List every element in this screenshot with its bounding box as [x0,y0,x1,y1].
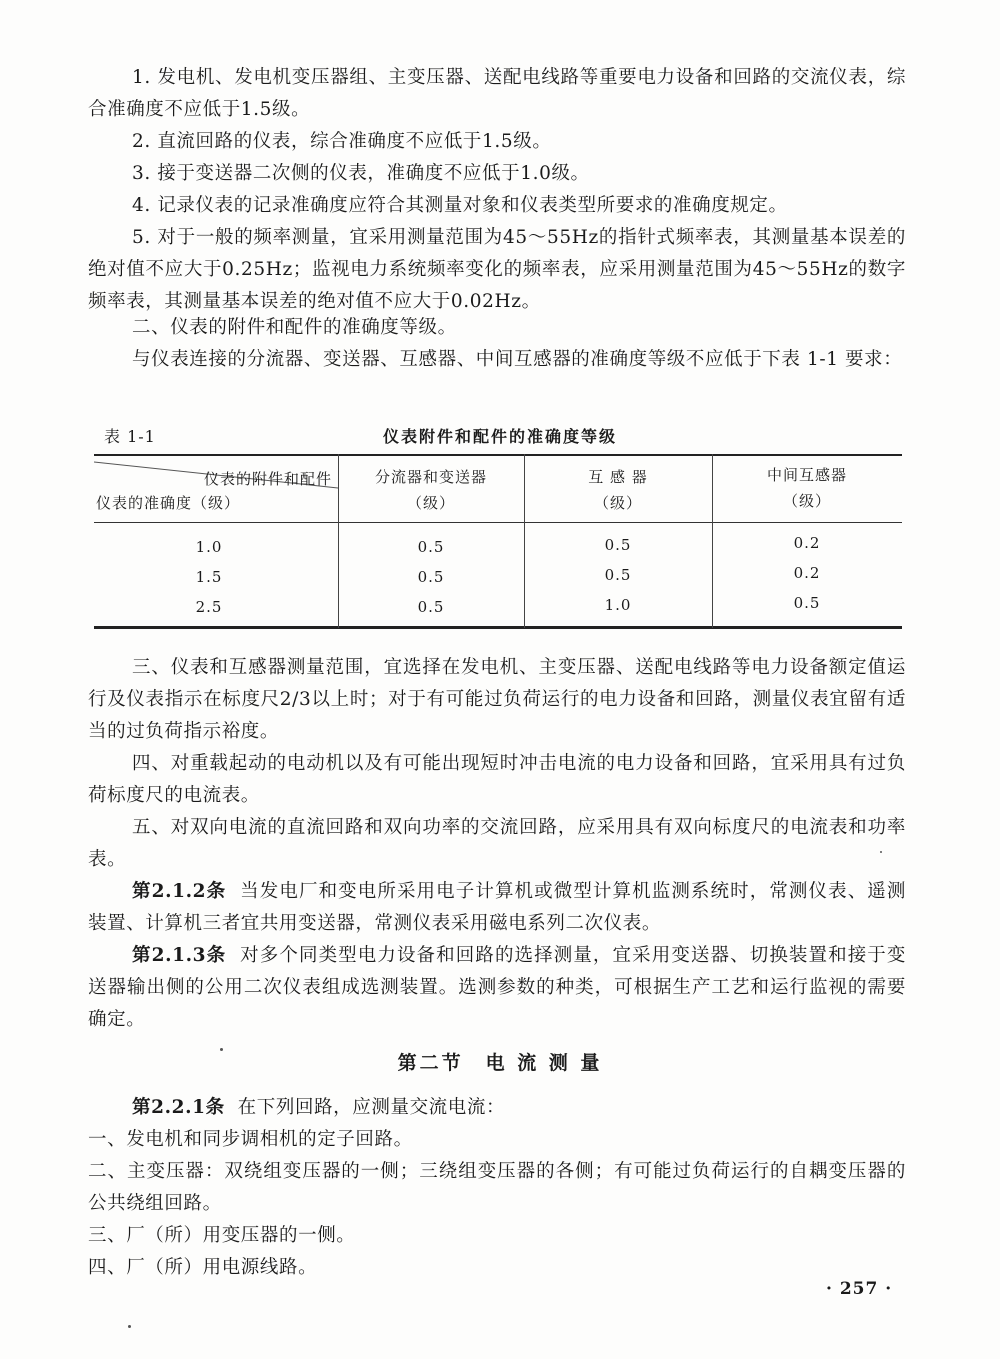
paragraph-accuracy-heading: 二、仪表的附件和配件的准确度等级。 [132,317,457,338]
column-unit: （级） [593,494,642,512]
accuracy-table [94,454,902,632]
column-header-intermediate-transformer: 中间互感器 [766,466,847,484]
clause-number: 第2.2.1条 [132,1097,225,1118]
corner-header-top: 仪表的附件和配件 [204,470,333,488]
table-cell-accuracy: 1.0 [195,538,223,556]
table-bottom-rule [94,626,902,629]
clause-text: 对多个同类型电力设备和回路的选择测量，宜采用变送器、切换装置和接于变送器输出侧的公用二次仪表组成选测装置。选测参数的种类，可根据生产工艺和运行监视的需要确定。 [88,945,907,1030]
paragraph-item-5: 5. 对于一般的频率测量，宜采用测量范围为45～55Hz的指针式频率表，其测量基本误差的绝对值不应大于0.25Hz；监视电力系统频率变化的频率表，应采用测量范围为45～55Hz的数字频率表，其测量基本误差的绝对值不应大于0.02Hz。 [88,227,906,312]
paragraph-item-4: 4. 记录仪表的记录准确度应符合其测量对象和仪表类型所要求的准确度规定。 [132,195,788,216]
table-title: 仪表附件和配件的准确度等级 [382,427,617,446]
table-cell: 0.5 [417,568,445,586]
section-heading [0,1048,1000,1075]
clause-number: 第2.1.2条 [132,881,227,902]
paragraph-table-intro: 与仪表连接的分流器、变送器、互感器、中间互感器的准确度等级不应低于下表 1-1 要求： [132,349,903,370]
column-header-transformer: 互 感 器 [588,468,648,486]
scan-speck [880,851,882,853]
table-header-rule [94,522,902,523]
scan-speck [128,1325,131,1328]
section-title: 电 流 测 量 [485,1052,603,1074]
table-cell: 0.5 [793,594,821,612]
table-cell: 0.2 [793,534,821,552]
paragraph-measurement-range: 三、仪表和互感器测量范围，宜选择在发电机、主变压器、送配电线路等电力设备额定值运行及仪表指示在标度尺2/3以上时；对于有可能过负荷运行的电力设备和回路，测量仪表宜留有适当的过负荷指示裕度。 [88,657,906,742]
scan-speck [220,1048,223,1051]
table-cell: 0.5 [417,538,445,556]
paragraph-bidirectional: 五、对双向电流的直流回路和双向功率的交流回路，应采用具有双向标度尺的电流表和功率表。 [88,817,906,870]
section-prefix: 第二节 [397,1052,464,1074]
table-cell: 0.2 [793,564,821,582]
clause-2-2-1 [88,1092,906,1124]
table-cell: 1.0 [604,596,632,614]
page-number: · 257 · [826,1279,893,1299]
clause-number: 第2.1.3条 [132,945,227,966]
table-cell: 0.5 [604,536,632,554]
corner-header-bottom: 仪表的准确度（级） [96,494,241,512]
table-cell: 0.5 [417,598,445,616]
clause-text: 在下列回路，应测量交流电流： [237,1097,506,1118]
table-cell: 0.5 [604,566,632,584]
list-item: 二、主变压器：双绕组变压器的一侧；三绕组变压器的各侧；有可能过负荷运行的自耦变压器的公共绕组回路。 [88,1161,906,1214]
paragraph-item-1: 1. 发电机、发电机变压器组、主变压器、送配电线路等重要电力设备和回路的交流仪表，综合准确度不应低于1.5级。 [88,67,906,120]
column-header-shunt-transmitter: 分流器和变送器 [374,468,487,486]
column-unit: （级） [406,494,455,512]
table-label: 表 1-1 [104,427,156,446]
paragraph-overload-ammeter: 四、对重载起动的电动机以及有可能出现短时冲击电流的电力设备和回路，宜采用具有过负荷标度尺的电流表。 [88,753,906,806]
clause-2-1-3 [88,940,906,1036]
paragraph-item-3: 3. 接于变送器二次侧的仪表，准确度不应低于1.0级。 [132,163,590,184]
list-item: 四、厂（所）用电源线路。 [88,1257,318,1278]
list-item: 三、厂（所）用变压器的一侧。 [88,1225,356,1246]
clause-2-1-2 [88,876,906,940]
table-cell-accuracy: 2.5 [195,598,223,616]
table-cell-accuracy: 1.5 [195,568,223,586]
paragraph-item-2: 2. 直流回路的仪表，综合准确度不应低于1.5级。 [132,131,552,152]
clause-text: 当发电厂和变电所采用电子计算机或微型计算机监测系统时，常测仪表、遥测装置、计算机三者宜共用变送器，常测仪表采用磁电系列二次仪表。 [88,881,907,934]
list-item: 一、发电机和同步调相机的定子回路。 [88,1129,413,1150]
column-unit: （级） [782,492,831,510]
